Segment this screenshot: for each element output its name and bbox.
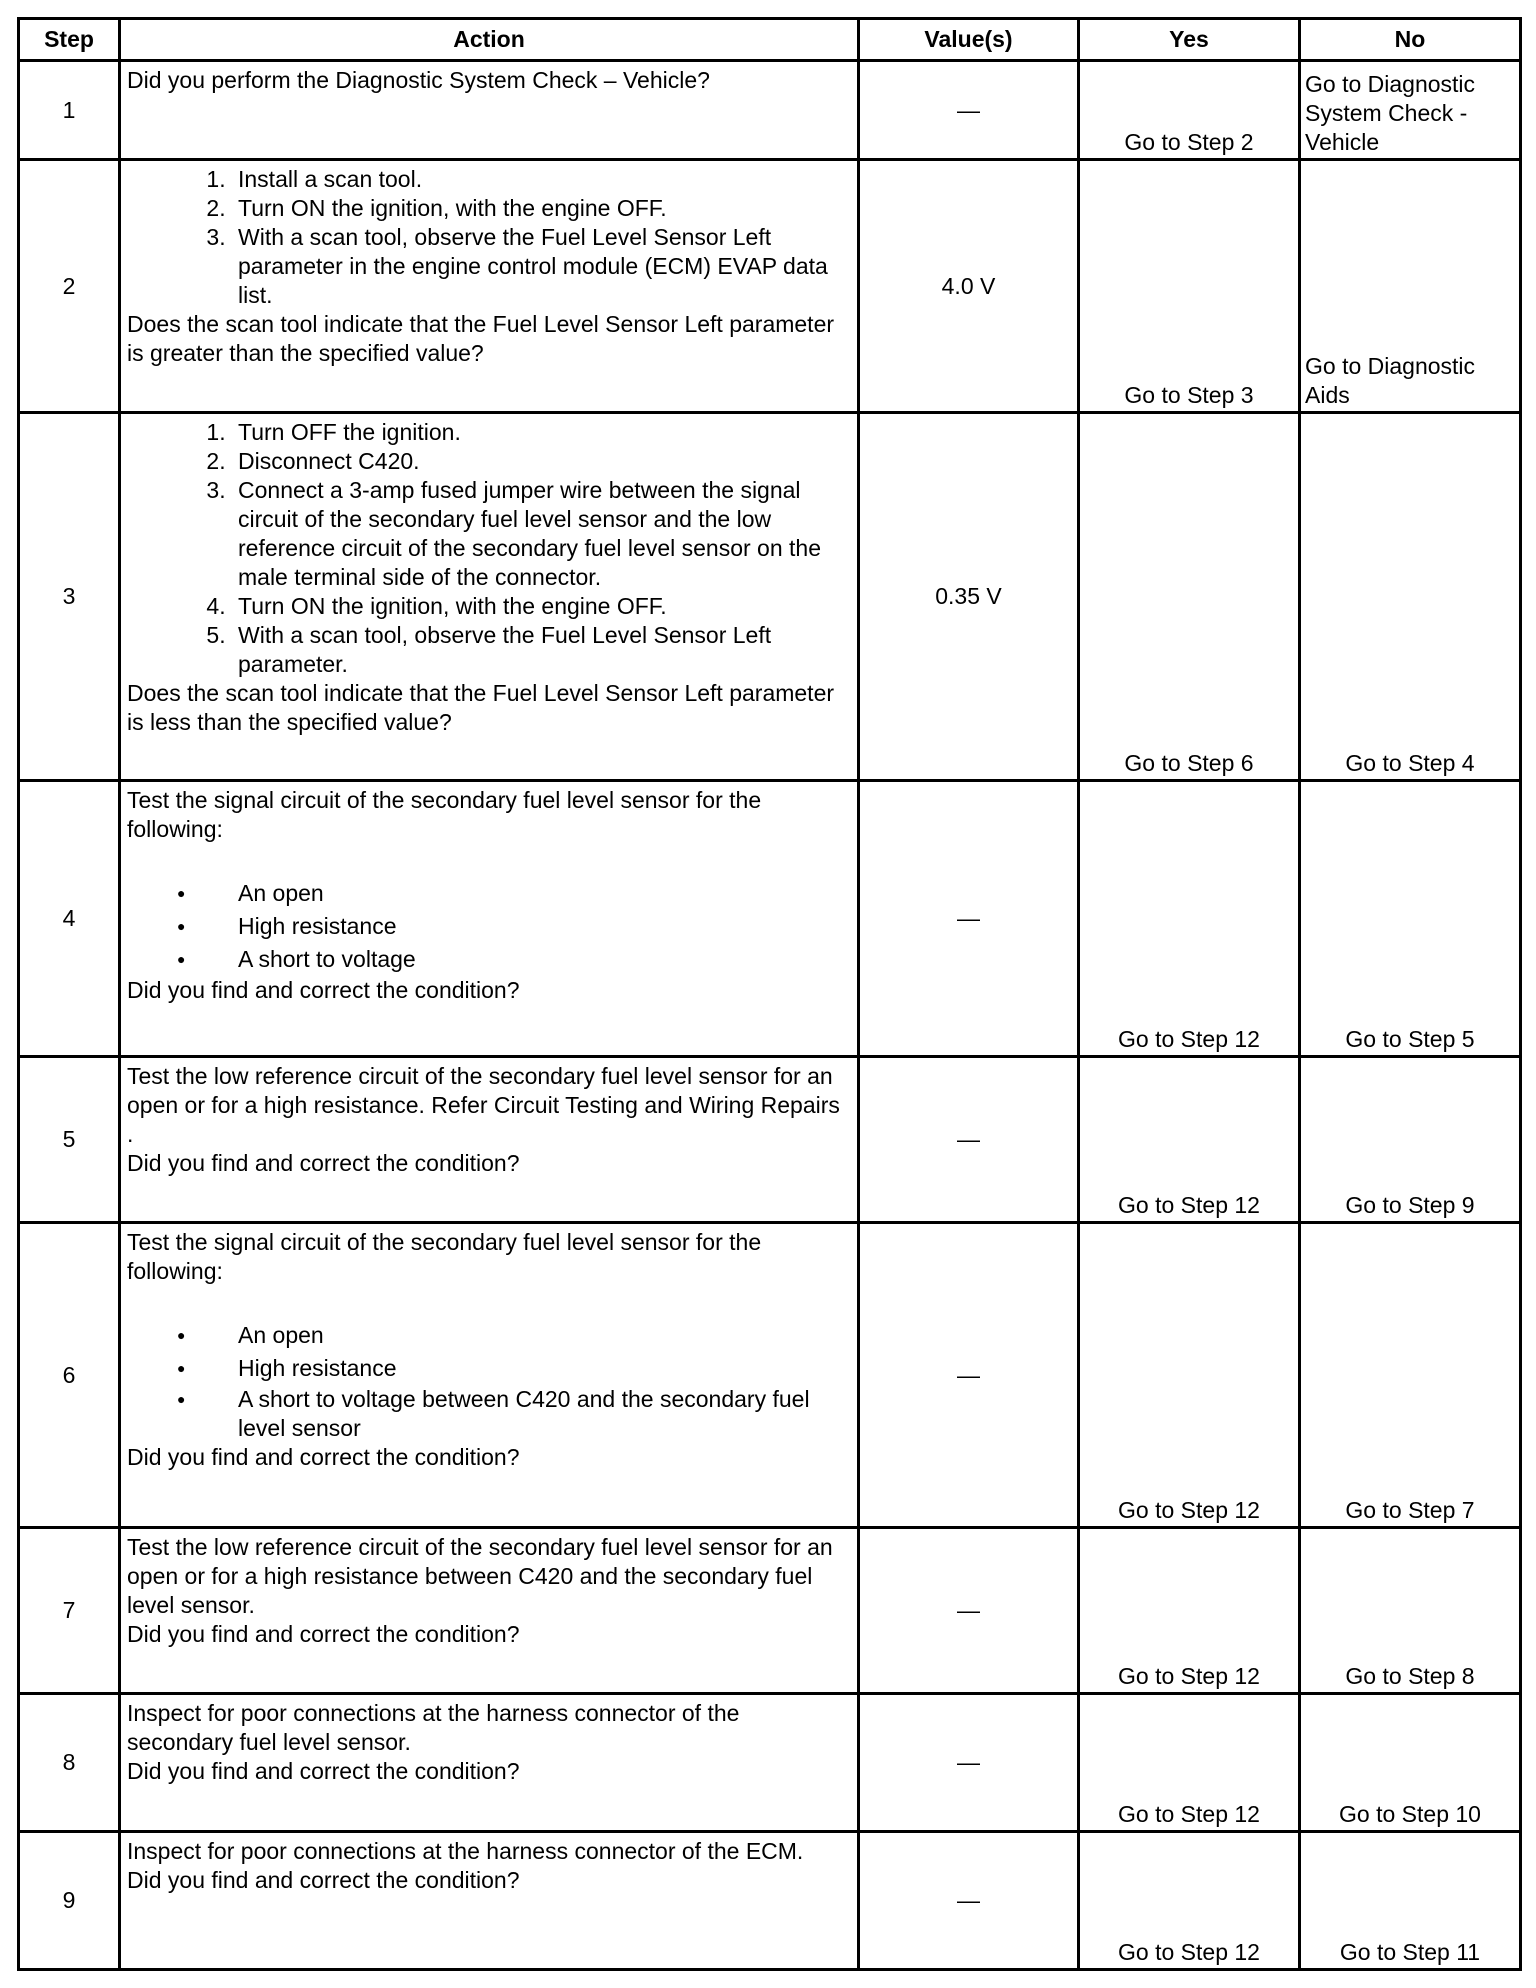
procedure-list xyxy=(127,165,851,310)
table-row xyxy=(19,1223,1521,1528)
value-cell: — xyxy=(859,1528,1079,1694)
no-link[interactable]: Go to Step 9 xyxy=(1300,1057,1521,1223)
condition-item: ● An open xyxy=(232,877,851,910)
procedure-step: 2. Disconnect C420. xyxy=(232,447,851,476)
no-link[interactable]: Go to Step 5 xyxy=(1300,781,1521,1057)
action-cell xyxy=(120,61,859,160)
value-cell: 0.35 V xyxy=(859,413,1079,781)
table-row xyxy=(19,1832,1521,1970)
no-link[interactable]: Go to Step 10 xyxy=(1300,1694,1521,1832)
value-cell: — xyxy=(859,1832,1079,1970)
procedure-list xyxy=(127,418,851,679)
question-text: Did you find and correct the condition? xyxy=(127,1758,520,1784)
table-row xyxy=(19,160,1521,413)
step-number: 6 xyxy=(19,1223,120,1528)
procedure-step: 3. With a scan tool, observe the Fuel Level Sensor Left parameter in the engine control module (ECM) EVAP data list. xyxy=(232,223,851,310)
value-cell: — xyxy=(859,61,1079,160)
yes-link[interactable]: Go to Step 6 xyxy=(1079,413,1300,781)
action-cell xyxy=(120,160,859,413)
yes-link[interactable]: Go to Step 12 xyxy=(1079,1694,1300,1832)
procedure-step: 1. Install a scan tool. xyxy=(232,165,851,194)
step-number: 3 xyxy=(19,413,120,781)
header-no: No xyxy=(1300,19,1521,61)
action-text: Did you perform the Diagnostic System Check – Vehicle? xyxy=(127,67,710,93)
value-cell: — xyxy=(859,1223,1079,1528)
yes-link[interactable]: Go to Step 3 xyxy=(1079,160,1300,413)
step-number: 2 xyxy=(19,160,120,413)
no-link[interactable] xyxy=(1300,61,1521,160)
question-text: Does the scan tool indicate that the Fuel Level Sensor Left parameter is less than the specified value? xyxy=(127,680,835,735)
question-text: Did you find and correct the condition? xyxy=(127,1150,520,1176)
action-cell xyxy=(120,1057,859,1223)
yes-link[interactable]: Go to Step 12 xyxy=(1079,1528,1300,1694)
no-link[interactable]: Go to Step 4 xyxy=(1300,413,1521,781)
no-line: Vehicle xyxy=(1305,129,1380,155)
header-step: Step xyxy=(19,19,120,61)
header-action: Action xyxy=(120,19,859,61)
question-text: Did you find and correct the condition? xyxy=(127,977,520,1003)
table-row xyxy=(19,61,1521,160)
step-number: 8 xyxy=(19,1694,120,1832)
question-text: Does the scan tool indicate that the Fuel Level Sensor Left parameter is greater than the specified value? xyxy=(127,311,835,366)
condition-item: ● A short to voltage between C420 and the secondary fuel level sensor xyxy=(232,1385,851,1443)
table-row xyxy=(19,1057,1521,1223)
no-link[interactable]: Go to Step 11 xyxy=(1300,1832,1521,1970)
action-cell xyxy=(120,1223,859,1528)
no-link[interactable] xyxy=(1300,160,1521,413)
value-cell: — xyxy=(859,1694,1079,1832)
no-line: Go to Diagnostic xyxy=(1305,353,1476,379)
value-cell: 4.0 V xyxy=(859,160,1079,413)
table-row xyxy=(19,781,1521,1057)
action-text: Test the low reference circuit of the secondary fuel level sensor for an open or for a high resistance between C420 and the secondary fuel level sensor. xyxy=(127,1534,833,1618)
question-text: Did you find and correct the condition? xyxy=(127,1621,520,1647)
action-cell xyxy=(120,781,859,1057)
no-line: Aids xyxy=(1305,382,1350,408)
yes-link[interactable]: Go to Step 12 xyxy=(1079,781,1300,1057)
condition-item: ● High resistance xyxy=(232,1352,851,1385)
condition-list xyxy=(127,1319,851,1443)
action-cell xyxy=(120,1694,859,1832)
action-text: Inspect for poor connections at the harness connector of the secondary fuel level sensor. xyxy=(127,1700,740,1755)
action-cell xyxy=(120,1528,859,1694)
action-cell xyxy=(120,413,859,781)
question-text: Did you find and correct the condition? xyxy=(127,1867,520,1893)
procedure-step: 1. Turn OFF the ignition. xyxy=(232,418,851,447)
action-cell xyxy=(120,1832,859,1970)
action-text: Test the signal circuit of the secondary fuel level sensor for the following: xyxy=(127,787,762,842)
diagnostic-table xyxy=(17,17,1522,1971)
table-row xyxy=(19,413,1521,781)
step-number: 4 xyxy=(19,781,120,1057)
condition-item: ● A short to voltage xyxy=(232,943,851,976)
no-link[interactable]: Go to Step 7 xyxy=(1300,1223,1521,1528)
condition-list xyxy=(127,877,851,976)
procedure-step: 4. Turn ON the ignition, with the engine OFF. xyxy=(232,592,851,621)
step-number: 9 xyxy=(19,1832,120,1970)
header-row xyxy=(19,19,1521,61)
header-values: Value(s) xyxy=(859,19,1079,61)
procedure-step: 5. With a scan tool, observe the Fuel Level Sensor Left parameter. xyxy=(232,621,851,679)
condition-item: ● High resistance xyxy=(232,910,851,943)
no-link[interactable]: Go to Step 8 xyxy=(1300,1528,1521,1694)
no-line: System Check - xyxy=(1305,100,1468,126)
table-row xyxy=(19,1528,1521,1694)
step-number: 1 xyxy=(19,61,120,160)
action-text: Test the signal circuit of the secondary fuel level sensor for the following: xyxy=(127,1229,762,1284)
step-number: 5 xyxy=(19,1057,120,1223)
action-text: Test the low reference circuit of the secondary fuel level sensor for an open or for a high resistance. Refer Circuit Testing and Wiring Repairs . xyxy=(127,1063,840,1147)
condition-item: ● An open xyxy=(232,1319,851,1352)
value-cell: — xyxy=(859,1057,1079,1223)
question-text: Did you find and correct the condition? xyxy=(127,1444,520,1470)
yes-link[interactable]: Go to Step 2 xyxy=(1079,61,1300,160)
table-row xyxy=(19,1694,1521,1832)
procedure-step: 3. Connect a 3-amp fused jumper wire between the signal circuit of the secondary fuel level sensor and the low reference circuit of the secondary fuel level sensor on the male terminal side of the connector. xyxy=(232,476,851,592)
yes-link[interactable]: Go to Step 12 xyxy=(1079,1832,1300,1970)
action-text: Inspect for poor connections at the harness connector of the ECM. xyxy=(127,1838,804,1864)
yes-link[interactable]: Go to Step 12 xyxy=(1079,1223,1300,1528)
procedure-step: 2. Turn ON the ignition, with the engine OFF. xyxy=(232,194,851,223)
header-yes: Yes xyxy=(1079,19,1300,61)
value-cell: — xyxy=(859,781,1079,1057)
step-number: 7 xyxy=(19,1528,120,1694)
yes-link[interactable]: Go to Step 12 xyxy=(1079,1057,1300,1223)
no-line: Go to Diagnostic xyxy=(1305,71,1476,97)
